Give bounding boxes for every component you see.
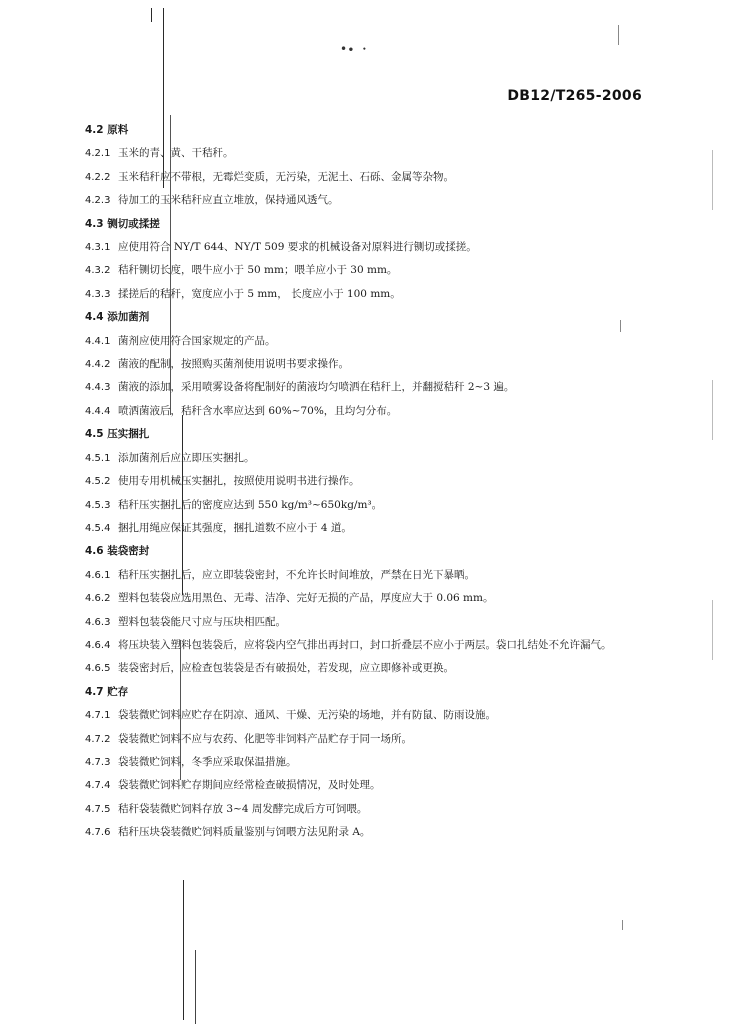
clause-item: [85, 821, 665, 844]
clause-text: 喷洒菌液后，秸秆含水率应达到 60%~70%，且均匀分布。: [118, 404, 398, 417]
clause-text: 菌剂应使用符合国家规定的产品。: [118, 334, 276, 347]
clause-item: [85, 376, 665, 399]
clause-text: 秸秆压实捆扎后，应立即装袋密封，不允许长时间堆放，严禁在日光下暴晒。: [118, 568, 475, 581]
clause-text: 应使用符合 NY/T 644、NY/T 509 要求的机械设备对原料进行铡切或揉搓。: [118, 241, 477, 254]
clause-item: [85, 400, 665, 423]
clause-item: [85, 611, 665, 634]
clause-item: [85, 353, 665, 376]
clause-text: 袋装微贮饲料应贮存在阴凉、通风、干燥、无污染的场地，并有防鼠、防雨设施。: [118, 709, 496, 722]
scan-artifact-line: [712, 150, 713, 210]
scan-artifact-line: [195, 950, 196, 1024]
section-heading: 4.4 添加菌剂: [85, 311, 150, 324]
clause-text: 袋装微贮饲料不应与农药、化肥等非饲料产品贮存于同一场所。: [118, 732, 412, 745]
clause-text: 塑料包装袋能尺寸应与压块相匹配。: [118, 615, 286, 628]
clause-number: 4.6.2: [85, 593, 111, 605]
clause-item: [85, 774, 665, 797]
clause-item: [85, 751, 665, 774]
clause-number: 4.5.3: [85, 499, 111, 511]
clause-text: 菌液的配制，按照购买菌剂使用说明书要求操作。: [118, 358, 349, 371]
clause-number: 4.6.1: [85, 569, 111, 581]
clause-number: 4.4.3: [85, 382, 111, 394]
document-body: [85, 119, 665, 845]
clause-number: 4.3.3: [85, 288, 111, 300]
clause-number: 4.5.4: [85, 522, 111, 534]
clause-item: [85, 283, 665, 306]
clause-number: 4.2.3: [85, 195, 111, 207]
clause-text: 装袋密封后，应检查包装袋是否有破损处，若发现，应立即修补或更换。: [118, 662, 454, 675]
clause-item: [85, 657, 665, 680]
clause-text: 秸秆压实捆扎后的密度应达到 550 kg/m³~650kg/m³。: [118, 498, 383, 511]
section-heading: 4.6 装袋密封: [85, 545, 150, 558]
clause-number: 4.7.6: [85, 827, 111, 839]
clause-item: [85, 236, 665, 259]
clause-text: 塑料包装袋应选用黑色、无毒、洁净、完好无损的产品，厚度应大于 0.06 mm。: [118, 592, 494, 605]
clause-number: 4.6.3: [85, 616, 111, 628]
section-heading: 4.3 铡切或揉搓: [85, 217, 160, 230]
clause-number: 4.7.5: [85, 803, 111, 815]
scan-artifact-line: [618, 25, 619, 45]
clause-number: 4.7.1: [85, 710, 111, 722]
clause-item: [85, 564, 665, 587]
clause-number: 4.5.2: [85, 476, 111, 488]
clause-item: [85, 447, 665, 470]
clause-item: [85, 798, 665, 821]
clause-text: 揉搓后的秸秆，宽度应小于 5 mm， 长度应小于 100 mm。: [118, 287, 401, 300]
clause-item: [85, 704, 665, 727]
clause-number: 4.7.2: [85, 733, 111, 745]
clause-text: 玉米秸秆应不带根，无霉烂变质，无污染，无泥土、石砾、金属等杂物。: [118, 170, 454, 183]
clause-item: [85, 259, 665, 282]
clause-item: [85, 517, 665, 540]
scan-artifact-line: [622, 920, 623, 930]
clause-number: 4.4.2: [85, 359, 111, 371]
clause-number: 4.5.1: [85, 452, 111, 464]
clause-number: 4.4.4: [85, 405, 111, 417]
scan-artifact-line: [183, 880, 184, 1020]
header-marks: •∙ ・: [340, 42, 371, 56]
clause-item: [85, 587, 665, 610]
clause-text: 捆扎用绳应保证其强度，捆扎道数不应小于 4 道。: [118, 521, 352, 534]
scan-artifact-line: [712, 600, 713, 660]
clause-text: 秸秆铡切长度，喂牛应小于 50 mm；喂羊应小于 30 mm。: [118, 264, 398, 277]
clause-text: 玉米的青、黄、干秸秆。: [118, 147, 234, 160]
clause-text: 袋装微贮饲料贮存期间应经常检查破损情况，及时处理。: [118, 779, 381, 792]
clause-text: 秸秆压块袋装微贮饲料质量鉴别与饲喂方法见附录 A。: [118, 826, 371, 839]
document-code: DB12/T265-2006: [507, 88, 642, 104]
clause-item: [85, 728, 665, 751]
scan-artifact-line: [151, 8, 152, 22]
section-heading: 4.2 原料: [85, 124, 129, 136]
clause-item: [85, 330, 665, 353]
clause-number: 4.6.5: [85, 663, 111, 675]
clause-number: 4.2.1: [85, 148, 111, 160]
scan-artifact-line: [712, 380, 713, 440]
section-heading: 4.7 贮存: [85, 685, 129, 698]
clause-text: 将压块装入塑料包装袋后，应将袋内空气排出再封口，封口折叠层不应小于两层。袋口扎结处不允许漏气。: [118, 638, 612, 651]
clause-number: 4.2.2: [85, 171, 111, 183]
clause-item: [85, 142, 665, 165]
clause-item: [85, 494, 665, 517]
clause-text: 添加菌剂后应立即压实捆扎。: [118, 451, 255, 464]
clause-item: [85, 634, 665, 657]
clause-number: 4.3.2: [85, 265, 111, 277]
clause-number: 4.4.1: [85, 335, 111, 347]
clause-item: [85, 166, 665, 189]
clause-item: [85, 470, 665, 493]
clause-number: 4.7.3: [85, 756, 111, 768]
clause-number: 4.7.4: [85, 780, 111, 792]
clause-text: 使用专用机械压实捆扎，按照使用说明书进行操作。: [118, 475, 360, 488]
clause-text: 待加工的玉米秸秆应直立堆放，保持通风透气。: [118, 194, 339, 207]
clause-number: 4.3.1: [85, 242, 111, 254]
clause-text: 袋装微贮饲料，冬季应采取保温措施。: [118, 755, 297, 768]
clause-text: 秸秆袋装微贮饲料存放 3~4 周发酵完成后方可饲喂。: [118, 802, 368, 815]
clause-text: 菌液的添加，采用喷雾设备将配制好的菌液均匀喷洒在秸秆上，并翻搅秸秆 2~3 遍。: [118, 381, 515, 394]
clause-item: [85, 189, 665, 212]
section-heading: 4.5 压实捆扎: [85, 428, 150, 441]
clause-number: 4.6.4: [85, 639, 111, 651]
